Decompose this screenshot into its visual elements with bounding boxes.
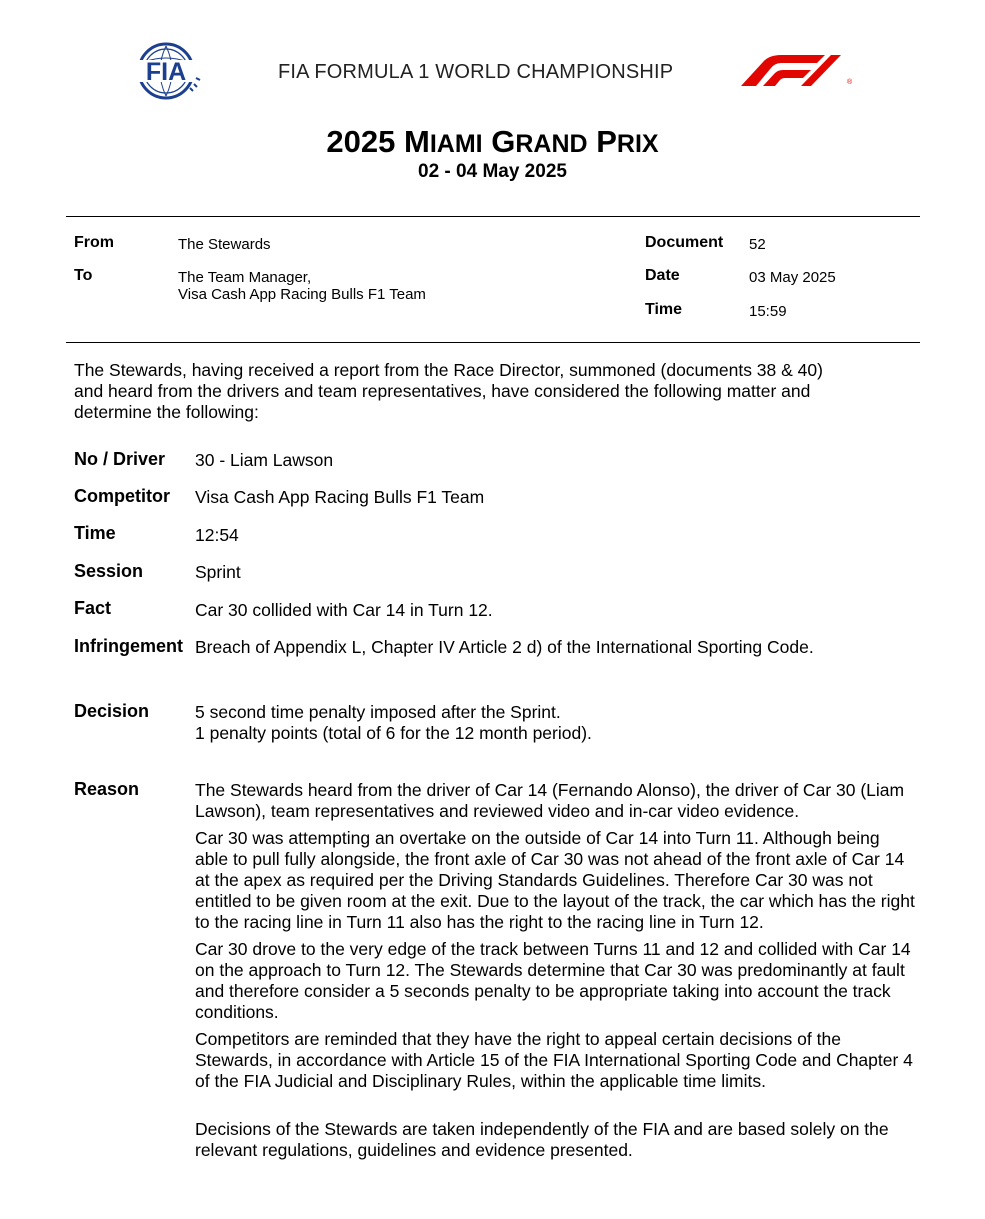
decision-text: 5 second time penalty imposed after the Sprint. 1 penalty points (total of 6 for the 12 month period). <box>195 702 592 743</box>
incident-time-value: 12:54 <box>195 525 239 545</box>
divider-top <box>66 216 920 217</box>
time-value: 15:59 <box>749 303 787 320</box>
f1-logo <box>741 54 861 86</box>
date-label: Date <box>645 267 680 284</box>
svg-text:®: ® <box>847 79 853 86</box>
reason-paragraph-5: Decisions of the Stewards are taken independently of the FIA and are based solely on the relevant regulations, guidelines and evidence presented. <box>195 1119 889 1160</box>
fia-logo <box>124 42 208 100</box>
reason-label: Reason <box>74 779 140 799</box>
driver-value: 30 - Liam Lawson <box>195 450 334 470</box>
time-label: Time <box>645 301 683 318</box>
event-dates: 02 - 04 May 2025 <box>418 161 567 182</box>
event-year: 2025 <box>326 124 396 159</box>
session-label: Session <box>74 561 144 581</box>
competitor-value: Visa Cash App Racing Bulls F1 Team <box>195 487 485 507</box>
competitor-label: Competitor <box>74 486 170 506</box>
session-value: Sprint <box>195 562 241 582</box>
to-label: To <box>74 267 93 284</box>
driver-label: No / Driver <box>74 449 166 469</box>
svg-text:FIA: FIA <box>145 58 187 86</box>
divider-bottom <box>66 342 920 343</box>
to-value-line1: The Team Manager, <box>178 269 312 286</box>
championship-title: FIA FORMULA 1 WORLD CHAMPIONSHIP <box>278 61 674 83</box>
from-label: From <box>74 234 114 251</box>
reason-paragraph-3: Car 30 drove to the very edge of the track between Turns 11 and 12 and collided with Car 14 on the approach to Turn 12. The Stewards determine that Car 30 was predominantly at fault and therefore consider a 5 seconds penalty to be appropriate taking into account the track conditions. <box>195 939 911 1022</box>
date-value: 03 May 2025 <box>749 269 836 286</box>
incident-time-label: Time <box>74 523 116 543</box>
fact-label: Fact <box>74 598 112 618</box>
fact-value: Car 30 collided with Car 14 in Turn 12. <box>195 600 493 620</box>
event-title: 2025 MIAMI GRAND PRIX <box>326 124 659 159</box>
decision-label: Decision <box>74 701 150 721</box>
intro-paragraph: The Stewards, having received a report from the Race Director, summoned (documents 38 & 40) and heard from the drivers and team representatives, have considered the following matter and determine the following: <box>74 360 823 422</box>
document-label: Document <box>645 234 724 251</box>
from-value: The Stewards <box>178 236 271 253</box>
reason-paragraph-4: Competitors are reminded that they have the right to appeal certain decisions of the Stewards, in accordance with Article 15 of the FIA International Sporting Code and Chapter 4 of the FIA Judicial and Disciplinary Rules, within the applicable time limits. <box>195 1029 913 1091</box>
reason-paragraph-1: The Stewards heard from the driver of Car 14 (Fernando Alonso), the driver of Car 30 (Liam Lawson), team representatives and reviewed video and in-car video evidence. <box>195 780 905 821</box>
infringement-value: Breach of Appendix L, Chapter IV Article 2 d) of the International Sporting Code. <box>195 637 814 657</box>
reason-paragraph-2: Car 30 was attempting an overtake on the outside of Car 14 into Turn 11. Although being able to pull fully alongside, the front axle of Car 30 was not ahead of the front axle of Car 14 at the apex as required per the Driving Standards Guidelines. Therefore Car 30 was not entitled to be given room at the exit. Due to the layout of the track, the car which has the right to the racing line in Turn 11 also has the right to the racing line in Turn 12. <box>195 828 915 932</box>
infringement-label: Infringement <box>74 636 184 656</box>
to-value-line2: Visa Cash App Racing Bulls F1 Team <box>178 286 426 303</box>
reason-text <box>195 780 915 1167</box>
document-value: 52 <box>749 236 766 253</box>
